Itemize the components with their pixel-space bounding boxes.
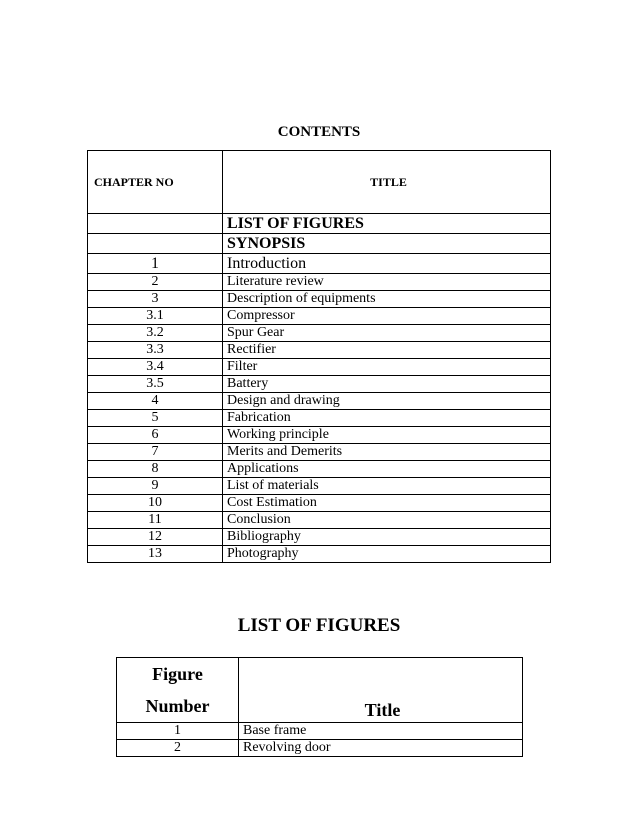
chapter-title: Introduction	[223, 254, 551, 274]
chapter-title: LIST OF FIGURES	[223, 214, 551, 234]
contents-table	[87, 150, 551, 563]
table-row	[88, 376, 551, 393]
table-row	[88, 478, 551, 495]
chapter-title: List of materials	[223, 478, 551, 495]
list-of-figures-heading: LIST OF FIGURES	[237, 615, 401, 636]
chapter-number: 11	[88, 512, 223, 529]
contents-row-synopsis	[88, 234, 551, 254]
chapter-title: Design and drawing	[223, 393, 551, 410]
chapter-title: Literature review	[223, 274, 551, 291]
title-header: TITLE	[223, 151, 551, 214]
chapter-number: 3.3	[88, 342, 223, 359]
chapter-number: 13	[88, 546, 223, 563]
table-row	[88, 291, 551, 308]
table-row	[88, 410, 551, 427]
table-row	[88, 427, 551, 444]
chapter-number: 12	[88, 529, 223, 546]
table-row	[88, 325, 551, 342]
chapter-number: 3	[88, 291, 223, 308]
table-row	[88, 461, 551, 478]
table-row	[88, 342, 551, 359]
chapter-title: Merits and Demerits	[223, 444, 551, 461]
chapter-number: 3.1	[88, 308, 223, 325]
chapter-title: SYNOPSIS	[223, 234, 551, 254]
chapter-title: Conclusion	[223, 512, 551, 529]
contents-row-introduction	[88, 254, 551, 274]
table-row	[88, 512, 551, 529]
chapter-number: 4	[88, 393, 223, 410]
figure-number: 2	[117, 740, 239, 757]
chapter-no-header: CHAPTER NO	[88, 151, 223, 214]
table-row	[88, 546, 551, 563]
chapter-title: Description of equipments	[223, 291, 551, 308]
chapter-title: Fabrication	[223, 410, 551, 427]
chapter-number: 7	[88, 444, 223, 461]
figure-number-header-line2: Number	[145, 696, 210, 716]
chapter-number: 10	[88, 495, 223, 512]
chapter-title: Working principle	[223, 427, 551, 444]
chapter-title: Bibliography	[223, 529, 551, 546]
chapter-title: Cost Estimation	[223, 495, 551, 512]
table-row	[88, 359, 551, 376]
chapter-number	[88, 234, 223, 254]
chapter-title: Applications	[223, 461, 551, 478]
chapter-number: 1	[88, 254, 223, 274]
table-row	[88, 308, 551, 325]
figures-header-row	[117, 658, 523, 723]
contents-header-row	[88, 151, 551, 214]
chapter-number	[88, 214, 223, 234]
table-row	[88, 393, 551, 410]
chapter-title: Compressor	[223, 308, 551, 325]
chapter-number: 8	[88, 461, 223, 478]
figure-title: Base frame	[239, 723, 523, 740]
figure-title: Revolving door	[239, 740, 523, 757]
figure-number-header-line1: Figure	[152, 664, 203, 684]
figure-title-header: Title	[239, 658, 523, 723]
chapter-title: Photography	[223, 546, 551, 563]
chapter-title: Filter	[223, 359, 551, 376]
figure-number-header	[117, 658, 239, 723]
chapter-number: 3.2	[88, 325, 223, 342]
chapter-number: 9	[88, 478, 223, 495]
chapter-title: Spur Gear	[223, 325, 551, 342]
chapter-number: 3.5	[88, 376, 223, 393]
figure-number: 1	[117, 723, 239, 740]
table-row	[88, 495, 551, 512]
table-row	[117, 740, 523, 757]
contents-heading: CONTENTS	[277, 124, 361, 140]
figures-table	[116, 657, 523, 757]
table-row	[88, 529, 551, 546]
chapter-title: Rectifier	[223, 342, 551, 359]
chapter-number: 2	[88, 274, 223, 291]
contents-row-list-of-figures	[88, 214, 551, 234]
chapter-title: Battery	[223, 376, 551, 393]
table-row	[88, 274, 551, 291]
table-row	[117, 723, 523, 740]
chapter-number: 5	[88, 410, 223, 427]
chapter-number: 3.4	[88, 359, 223, 376]
chapter-number: 6	[88, 427, 223, 444]
table-row	[88, 444, 551, 461]
